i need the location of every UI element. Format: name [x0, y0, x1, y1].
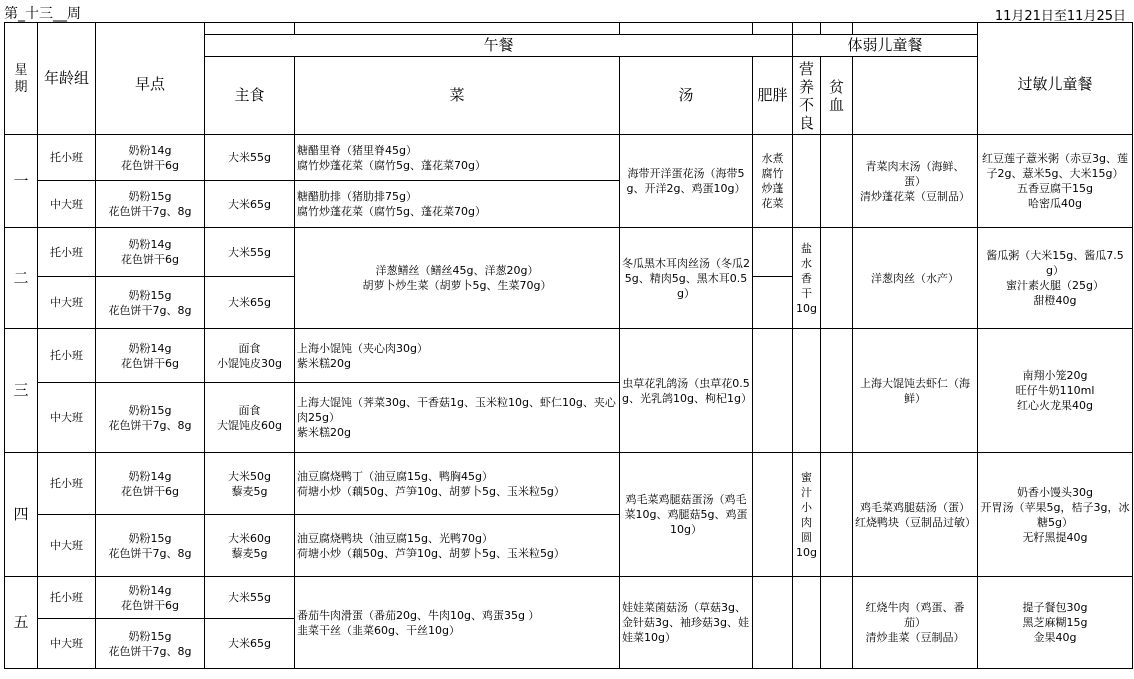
staple-cell: 大米65g	[205, 277, 295, 329]
staple-cell: 面食 小馄饨皮30g	[205, 329, 295, 383]
col-obese: 肥胖	[753, 57, 793, 135]
snack-cell: 提子餐包30g 黑芝麻糊15g 金果40g	[978, 577, 1133, 669]
age-group-cell: 中大班	[38, 277, 96, 329]
breakfast-cell: 奶粉14g 花色饼干6g	[96, 577, 205, 619]
col-soup: 汤	[620, 57, 753, 135]
soup-cell: 鸡毛菜鸡腿菇蛋汤（鸡毛菜10g、鸡腿菇5g、鸡蛋10g）	[620, 453, 753, 577]
menu-table	[4, 22, 1133, 669]
age-group-cell: 中大班	[38, 181, 96, 228]
breakfast-cell: 奶粉14g 花色饼干6g	[96, 228, 205, 277]
date-range: 11月21日至11月25日	[994, 9, 1126, 24]
staple-cell: 大米55g	[205, 135, 295, 181]
snack-cell: 酱瓜粥（大米15g、酱瓜7.5g） 蜜汁素火腿（25g） 甜橙40g	[978, 228, 1133, 329]
col-anemia: 贫 血	[821, 57, 853, 135]
breakfast-cell: 奶粉14g 花色饼干6g	[96, 453, 205, 515]
breakfast-cell: 奶粉15g 花色饼干7g、8g	[96, 515, 205, 577]
col-lunch: 午餐	[205, 35, 793, 57]
dish-cell: 糖醋肋排（猪肋排75g） 腐竹炒蓬花菜（腐竹5g、蓬花菜70g）	[295, 181, 620, 228]
breakfast-cell: 奶粉15g 花色饼干7g、8g	[96, 383, 205, 453]
allergy-cell: 红烧牛肉（鸡蛋、番茄） 清炒韭菜（豆制品）	[853, 577, 978, 669]
age-group-cell: 托小班	[38, 453, 96, 515]
staple-cell: 大米55g	[205, 228, 295, 277]
col-allergy: 过敏儿童餐	[978, 35, 1133, 135]
weekday-cell: 三	[5, 329, 38, 453]
staple-cell: 大米65g	[205, 181, 295, 228]
age-group-cell: 托小班	[38, 577, 96, 619]
weekday-cell: 四	[5, 453, 38, 577]
col-weekday: 星 期	[5, 23, 38, 135]
dish-cell: 上海小馄饨（夹心肉30g） 紫米糕20g	[295, 329, 620, 383]
snack-cell: 红豆莲子薏米粥（赤豆3g、莲子2g、薏米5g、大米15g） 五香豆腐干15g 哈密瓜40g	[978, 135, 1133, 228]
breakfast-cell: 奶粉14g 花色饼干6g	[96, 135, 205, 181]
weekday-cell: 二	[5, 228, 38, 329]
dish-cell: 油豆腐烧鸭块（油豆腐15g、光鸭70g） 荷塘小炒（藕50g、芦笋10g、胡萝卜5g、玉米粒5g）	[295, 515, 620, 577]
age-group-cell: 托小班	[38, 329, 96, 383]
snack-cell: 奶香小馒头30g 开胃汤（苹果5g，桔子3g，冰糖5g） 无籽黑提40g	[978, 453, 1133, 577]
col-frail: 体弱儿童餐	[793, 35, 978, 57]
age-group-cell: 中大班	[38, 515, 96, 577]
dish-cell: 洋葱鳝丝（鳝丝45g、洋葱20g） 胡萝卜炒生菜（胡萝卜5g、生菜70g）	[295, 228, 620, 329]
age-group-cell: 中大班	[38, 383, 96, 453]
breakfast-cell: 奶粉15g 花色饼干7g、8g	[96, 181, 205, 228]
dish-cell: 油豆腐烧鸭丁（油豆腐15g、鸭胸45g） 荷塘小炒（藕50g、芦笋10g、胡萝卜5g、玉米粒5g）	[295, 453, 620, 515]
breakfast-cell: 奶粉15g 花色饼干7g、8g	[96, 277, 205, 329]
obese-cell: 水煮 腐竹 炒蓬 花菜	[753, 135, 793, 228]
staple-cell: 大米50g 藜麦5g	[205, 453, 295, 515]
snack-cell: 南翔小笼20g 旺仔牛奶110ml 红心火龙果40g	[978, 329, 1133, 453]
staple-cell: 大米55g	[205, 577, 295, 619]
malnourished-cell: 蜜 汁 小 肉 圆 10g	[793, 453, 821, 577]
age-group-cell: 托小班	[38, 228, 96, 277]
soup-cell: 虫草花乳鸽汤（虫草花0.5g、光乳鸽10g、枸杞1g）	[620, 329, 753, 453]
breakfast-cell: 奶粉15g 花色饼干7g、8g	[96, 619, 205, 669]
col-malnourished: 营 养 不 良	[793, 57, 821, 135]
breakfast-cell: 奶粉14g 花色饼干6g	[96, 329, 205, 383]
allergy-cell: 鸡毛菜鸡腿菇汤（蛋） 红烧鸭块（豆制品过敏）	[853, 453, 978, 577]
col-dish: 菜	[295, 57, 620, 135]
dish-cell: 番茄牛肉滑蛋（番茄20g、牛肉10g、鸡蛋35g ） 韭菜干丝（韭菜60g、干丝10g）	[295, 577, 620, 669]
staple-cell: 大米65g	[205, 619, 295, 669]
weekday-cell: 一	[5, 135, 38, 228]
staple-cell: 大米60g 藜麦5g	[205, 515, 295, 577]
malnourished-cell: 盐 水 香 干 10g	[793, 228, 821, 329]
allergy-cell: 洋葱肉丝（水产）	[853, 228, 978, 329]
col-staple: 主食	[205, 57, 295, 135]
dish-cell: 上海大馄饨（荠菜30g、干香菇1g、玉米粒10g、虾仁10g、夹心肉25g） 紫米糕20g	[295, 383, 620, 453]
allergy-cell: 青菜肉末汤（海鲜、蛋） 清炒蓬花菜（豆制品）	[853, 135, 978, 228]
soup-cell: 娃娃菜菌菇汤（草菇3g、金针菇3g、袖珍菇3g、娃娃菜10g）	[620, 577, 753, 669]
col-breakfast: 早点	[96, 35, 205, 135]
soup-cell: 海带开洋蛋花汤（海带5g、开洋2g、鸡蛋10g）	[620, 135, 753, 228]
dish-cell: 糖醋里脊（猪里脊45g） 腐竹炒蓬花菜（腐竹5g、蓬花菜70g）	[295, 135, 620, 181]
staple-cell: 面食 大馄饨皮60g	[205, 383, 295, 453]
allergy-cell: 上海大馄饨去虾仁（海鲜）	[853, 329, 978, 453]
col-age-group: 年龄组	[38, 23, 96, 135]
week-label: 第_十三__周	[4, 6, 81, 22]
sheet-header	[0, 0, 1134, 22]
age-group-cell: 托小班	[38, 135, 96, 181]
weekday-cell: 五	[5, 577, 38, 669]
soup-cell: 冬瓜黑木耳肉丝汤（冬瓜25g、精肉5g、黑木耳0.5g）	[620, 228, 753, 329]
age-group-cell: 中大班	[38, 619, 96, 669]
